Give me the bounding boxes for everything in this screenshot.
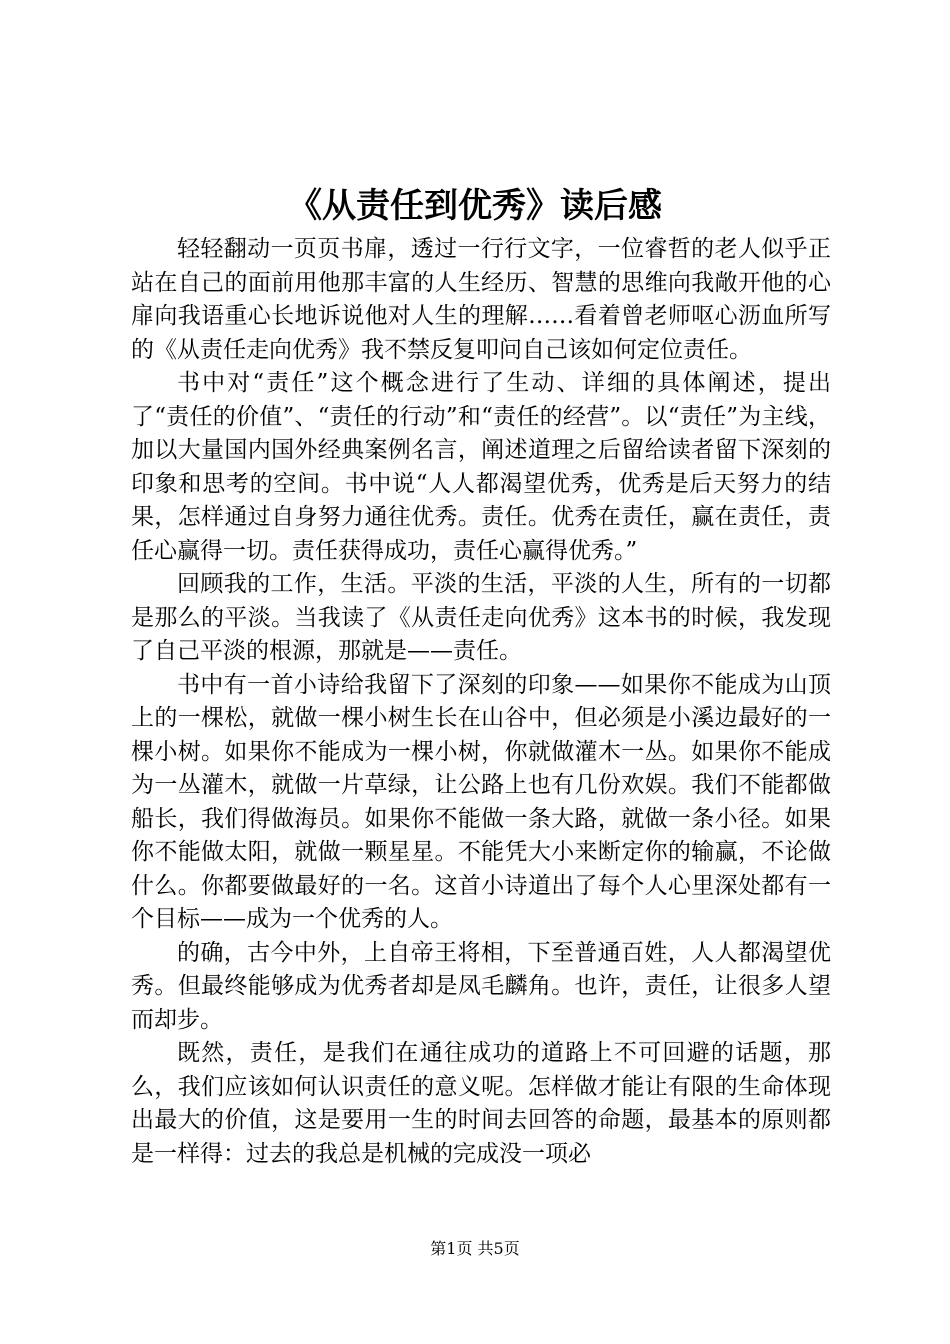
paragraph: 轻轻翻动一页页书扉，透过一行行文字，一位睿哲的老人似乎正站在自己的面前用他那丰富的人生经历、智慧的思维向我敞开他的心扉向我语重心长地诉说他对人生的理解……看着曾老师呕心沥血所写的《从责任走向优秀》我不禁反复叩问自己该如何定位责任。 <box>131 236 831 363</box>
document-body <box>131 233 831 1171</box>
paragraph: 书中对“责任”这个概念进行了生动、详细的具体阐述，提出了“责任的价值”、“责任的行动”和“责任的经营”。以“责任”为主线，加以大量国内国外经典案例名言，阐述道理之后留给读者留下深刻的印象和思考的空间。书中说“人人都渴望优秀，优秀是后天努力的结果，怎样通过自身努力通往优秀。责任。优秀在责任，赢在责任，责任心赢得一切。责任获得成功，责任心赢得优秀。” <box>131 370 831 564</box>
paragraph: 既然，责任，是我们在通往成功的道路上不可回避的话题，那么，我们应该如何认识责任的意义呢。怎样做才能让有限的生命体现出最大的价值，这是要用一生的时间去回答的命题，最基本的原则都是一样得：过去的我总是机械的完成没一项必 <box>131 1040 831 1167</box>
paragraph: 的确，古今中外，上自帝王将相，下至普通百姓，人人都渴望优秀。但最终能够成为优秀者却是凤毛麟角。也许，责任，让很多人望而却步。 <box>131 939 831 1033</box>
document-title: 《从责任到优秀》读后感 <box>288 186 662 226</box>
paragraph: 回顾我的工作，生活。平淡的生活，平淡的人生，所有的一切都是那么的平淡。当我读了《从责任走向优秀》这本书的时候，我发现了自己平淡的根源，那就是——责任。 <box>131 571 831 664</box>
page-footer: 第1页 共5页 <box>430 1239 520 1258</box>
paragraph: 书中有一首小诗给我留下了深刻的印象——如果你不能成为山顶上的一棵松，就做一棵小树生长在山谷中，但必须是小溪边最好的一棵小树。如果你不能成为一棵小树，你就做灌木一丛。如果你不能成为一丛灌木，就做一片草绿，让公路上也有几份欢娱。我们不能都做船长，我们得做海员。如果你不能做一条大路，就做一条小径。如果你不能做太阳，就做一颗星星。不能凭大小来断定你的输赢，不论做什么。你都要做最好的一名。这首小诗道出了每个人心里深处都有一个目标——成为一个优秀的人。 <box>131 671 831 932</box>
